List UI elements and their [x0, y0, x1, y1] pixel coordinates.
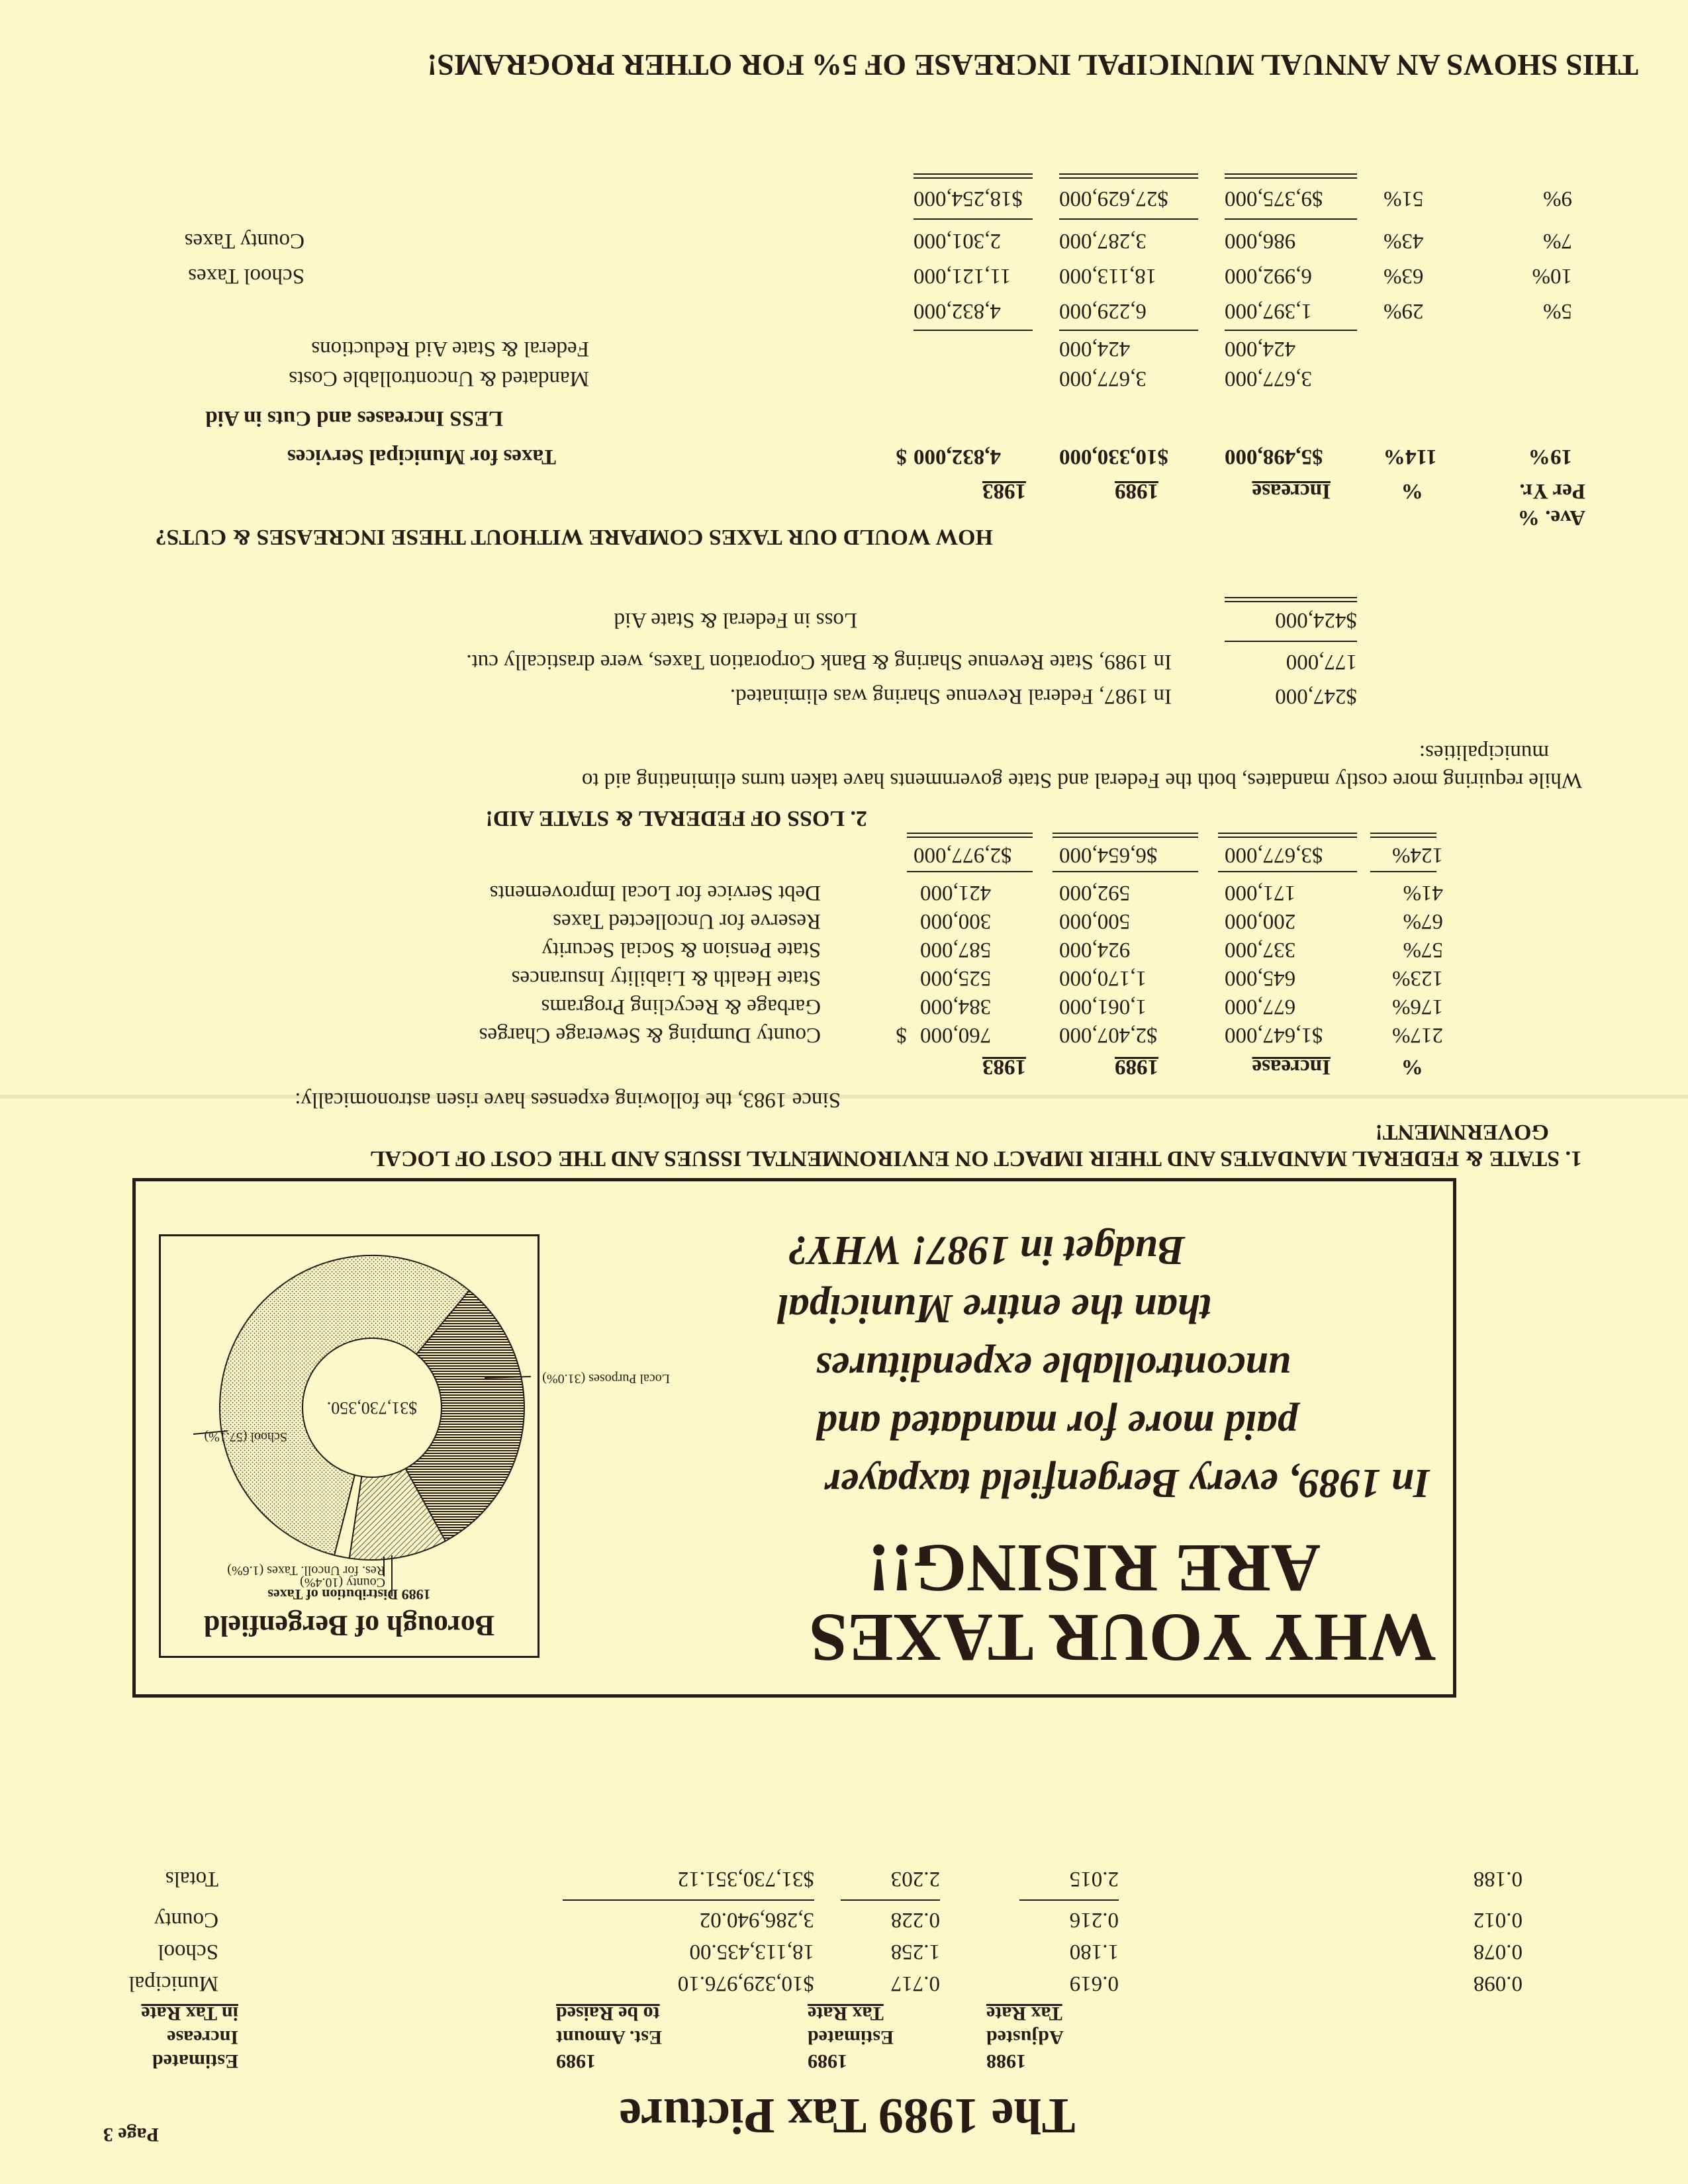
s3-row-increase: 1,397,000 [1225, 299, 1312, 323]
s1-total-pct: 124% [1392, 843, 1443, 867]
s1-row-1983: 384,000 [920, 995, 992, 1019]
table-rule [1370, 871, 1436, 872]
tax-row-label: County [154, 1908, 218, 1932]
s3-col-increase: Increase [1252, 479, 1331, 503]
tax-row-increase: 0.012 [1473, 1908, 1523, 1932]
table-rule [1370, 833, 1436, 834]
col-head-line: in Tax Rate [141, 2003, 238, 2025]
s1-col-1983: 1983 [982, 1055, 1026, 1079]
table-rule [1218, 871, 1357, 872]
s2-loss-amount: $424,000 [1275, 608, 1357, 632]
tax-row-amount: $31,730,351.12 [677, 1867, 814, 1891]
table-rule [1225, 597, 1357, 598]
col-head-increase [73, 2001, 238, 2073]
s3-muni-1989: $10,330,000 [1059, 445, 1168, 469]
s1-row-pct: 176% [1392, 995, 1443, 1019]
s3-row-pct: 29% [1383, 299, 1424, 323]
s3-less-row-label: Mandated & Uncontrollable Costs [289, 367, 589, 390]
section1-heading [60, 1118, 1582, 1171]
table-rule [1225, 641, 1357, 642]
donut-chart [157, 1232, 538, 1656]
s1-row-pct: 57% [1403, 938, 1443, 962]
paper-fold-line [0, 1095, 1688, 1099]
tax-row-rate-1989: 1.258 [890, 1940, 940, 1964]
tax-row-rate-1989: 0.717 [890, 1972, 940, 1995]
s3-row-increase: 6,992,000 [1225, 264, 1312, 288]
table-rule [914, 218, 1033, 220]
table-rule [1225, 173, 1357, 175]
table-rule [1225, 601, 1357, 602]
table-rule [1218, 833, 1357, 834]
col-head-line: Estimated [152, 2050, 238, 2072]
s1-row-1989: 500,000 [1059, 909, 1131, 933]
s3-row-1983: 11,121,000 [914, 264, 1011, 288]
s2-row-amount: $247,000 [1275, 684, 1357, 708]
s2-loss-label: Loss in Federal & State Aid [614, 608, 857, 632]
s1-row-1983: 421,000 [920, 881, 992, 905]
s3-muni-ave: 19% [1528, 445, 1572, 469]
s2-row-text: In 1989, State Revenue Sharing & Bank Corporation Taxes, were drastically cut. [466, 650, 1172, 674]
section1-heading-line: 1. STATE & FEDERAL MANDATES AND THEIR IMPACT ON ENVIRONMENTAL ISSUES AND THE COST OF LOCAL [369, 1146, 1582, 1171]
tax-row-amount: 18,113,435.00 [689, 1940, 814, 1964]
s1-total-1989: $6,654,000 [1059, 843, 1158, 867]
s2-row-text: In 1987, Federal Revenue Sharing was eliminated. [729, 684, 1172, 708]
s3-row-ave: 5% [1543, 299, 1572, 323]
s1-row-pct: 41% [1403, 881, 1443, 905]
s1-row-label: Debt Service for Local Improvements [489, 881, 821, 905]
s3-muni-1983: 4,832,000 [914, 445, 1001, 469]
tax-distribution-chart-box [159, 1234, 670, 1658]
headline-line-2: ARE RISING!! [867, 1530, 1321, 1606]
headline-subtext-line: paid more for mandated and [816, 1402, 1297, 1447]
s3-col-1983: 1983 [982, 479, 1026, 503]
s1-row-label: County Dumping & Sewerage Charges [479, 1023, 821, 1047]
s3-col-pct: % [1401, 479, 1423, 503]
s1-row-increase: $1,647,000 [1225, 1023, 1323, 1047]
table-rule [1218, 837, 1357, 838]
s1-row-1989: 1,170,000 [1059, 966, 1147, 990]
table-rule [1225, 330, 1357, 331]
table-rule [1053, 833, 1198, 834]
s1-row-1983: 525,000 [920, 966, 992, 990]
s3-muni-label: Taxes for Municipal Services [287, 445, 556, 469]
headline-subtext [549, 1221, 1430, 1512]
s1-row-1983: 587,000 [920, 938, 992, 962]
table-rule [1370, 837, 1436, 838]
tax-row-rate-1988: 0.216 [1069, 1908, 1119, 1932]
headline-line-1: WHY YOUR TAXES [809, 1600, 1436, 1676]
footer-message: THIS SHOWS AN ANNUAL MUNICIPAL INCREASE OF 5% FOR OTHER PROGRAMS! [427, 48, 1638, 82]
s3-row-increase: $9,375,000 [1225, 187, 1323, 210]
s3-row-1989: 3,287,000 [1059, 229, 1147, 253]
section2-intro [60, 739, 1582, 794]
tax-row-amount: 3,286,940.02 [699, 1908, 814, 1932]
tax-row-rate-1989: 2.203 [890, 1867, 940, 1891]
s3-less-increase: 424,000 [1225, 337, 1296, 361]
s1-row-increase: 677,000 [1225, 995, 1296, 1019]
s1-row-dollar: $ [896, 1023, 907, 1047]
s3-muni-pct: 114% [1383, 445, 1437, 469]
headline-box [132, 1178, 1456, 1698]
col-head-est-rate [808, 2001, 940, 2073]
s3-less-row-label: Federal & State Aid Reductions [311, 337, 589, 361]
s1-col-increase: Increase [1252, 1055, 1331, 1079]
table-rule [907, 833, 1033, 834]
tax-row-label: School [158, 1940, 218, 1964]
tax-row-increase: 0.188 [1473, 1867, 1523, 1891]
s1-row-pct: 123% [1392, 966, 1443, 990]
s1-row-increase: 171,000 [1225, 881, 1296, 905]
section1-heading-line: GOVERNMENT! [1375, 1120, 1549, 1144]
section3-heading: HOW WOULD OUR TAXES COMPARE WITHOUT THESE INCREASES & CUTS? [155, 525, 993, 549]
col-head-line: to be Raised [556, 2003, 660, 2025]
s1-row-increase: 337,000 [1225, 938, 1296, 962]
table-rule [563, 1899, 814, 1901]
table-rule [914, 330, 1033, 331]
section2-intro-line: While requiring more costly mandates, both the Federal and State governments have taken turns eliminating aid to [581, 768, 1582, 792]
s3-col-1989: 1989 [1115, 479, 1158, 503]
table-rule [914, 173, 1033, 175]
headline-subtext-line: Budget in 1987! WHY? [787, 1228, 1185, 1273]
table-rule [1053, 871, 1198, 872]
s3-row-1989: $27,629,000 [1059, 187, 1168, 210]
label-county: County (10.4%) [300, 1575, 385, 1590]
s3-row-1989: 6,229,000 [1059, 299, 1147, 323]
col-head-line: Adjusted [986, 2026, 1064, 2048]
s3-row-pct: 51% [1383, 187, 1424, 210]
s1-row-pct: 217% [1392, 1023, 1443, 1047]
page-number: Page 3 [103, 2124, 159, 2146]
col-head-line: Tax Rate [986, 2003, 1062, 2025]
table-rule [1019, 1899, 1119, 1901]
s3-row-1989: 18,113,000 [1059, 264, 1157, 288]
table-rule [914, 177, 1033, 179]
col-head-line: Increase [167, 2026, 238, 2048]
chart-subtitle: 1989 Distribution of Taxes [267, 1586, 431, 1603]
table-rule [1053, 837, 1198, 838]
table-rule [1059, 173, 1198, 175]
s1-total-1983: $2,977,000 [914, 843, 1012, 867]
label-local: Local Purposes (31.0%) [542, 1371, 670, 1386]
col-head-line: 1989 [556, 2050, 596, 2072]
col-head-amount [556, 2001, 814, 2073]
col-head-line: Est. Amount [556, 2026, 663, 2048]
tax-row-label: Totals [165, 1867, 218, 1891]
s1-row-pct: 67% [1403, 909, 1443, 933]
s3-less-label: LESS Increases and Cuts in Aid [205, 406, 503, 430]
s3-row-ave: 10% [1532, 264, 1572, 288]
tax-row-increase: 0.078 [1473, 1940, 1523, 1964]
table-rule [1225, 218, 1357, 220]
tax-row-rate-1988: 0.619 [1069, 1972, 1119, 1995]
s1-row-1989: 924,000 [1059, 938, 1131, 962]
col-head-line: Tax Rate [808, 2003, 884, 2025]
tax-row-rate-1988: 2.015 [1069, 1867, 1119, 1891]
table-rule [1059, 218, 1198, 220]
tax-row-rate-1989: 0.228 [890, 1908, 940, 1932]
tax-row-amount: $10,329,976.10 [677, 1972, 814, 1995]
headline-subtext-line: than the entire Municipal [776, 1286, 1211, 1331]
table-rule [1059, 330, 1198, 331]
s1-row-1989: 592,000 [1059, 881, 1131, 905]
s3-row-label: County Taxes [184, 229, 305, 253]
s1-row-label: State Health & Liability Insurances [511, 966, 821, 990]
s1-row-1983: 760,000 [920, 1023, 992, 1047]
table-rule [907, 837, 1033, 838]
tax-row-rate-1988: 1.180 [1069, 1940, 1119, 1964]
s3-row-1983: $18,254,000 [914, 187, 1023, 210]
s1-row-1989: $2,407,000 [1059, 1023, 1158, 1047]
table-rule [907, 871, 1033, 872]
chart-title: Borough of Bergenfield [203, 1610, 495, 1642]
s2-row-amount: 177,000 [1286, 650, 1357, 674]
s3-muni-dollar: $ [896, 445, 907, 469]
s3-col-ave-1: Ave. % [1517, 506, 1585, 529]
tax-picture-title: The 1989 Tax Picture [619, 2088, 1076, 2144]
table-rule [841, 1899, 940, 1901]
s3-row-ave: 7% [1543, 229, 1572, 253]
s1-row-1989: 1,061,000 [1059, 995, 1147, 1019]
s1-row-label: Garbage & Recycling Programs [541, 995, 821, 1019]
col-head-line: Estimated [808, 2026, 894, 2048]
s3-less-1989: 424,000 [1059, 337, 1131, 361]
donut-center-label: $31,730,350. [326, 1398, 418, 1418]
label-uncoll: Res. for Uncoll. Taxes (1.6%) [227, 1563, 385, 1578]
s1-col-pct: % [1401, 1055, 1423, 1079]
table-rule [1225, 177, 1357, 179]
s1-total-increase: $3,677,000 [1225, 843, 1323, 867]
tax-row-label: Municipal [128, 1972, 218, 1995]
section2-intro-line: municipalities: [1419, 741, 1549, 764]
s3-row-pct: 63% [1383, 264, 1424, 288]
s1-row-increase: 200,000 [1225, 909, 1296, 933]
s3-row-1983: 2,301,000 [914, 229, 1001, 253]
s3-row-ave: 9% [1543, 187, 1572, 210]
s3-col-ave-2: Per Yr. [1519, 479, 1585, 503]
headline-subtext-line: uncontrollable expenditures [815, 1344, 1291, 1389]
s1-row-1983: 300,000 [920, 909, 992, 933]
tax-row-increase: 0.098 [1473, 1972, 1523, 1995]
s3-less-increase: 3,677,000 [1225, 367, 1312, 390]
col-head-line: 1988 [986, 2050, 1026, 2072]
col-head-line: 1989 [808, 2050, 847, 2072]
s1-row-increase: 645,000 [1225, 966, 1296, 990]
s1-row-label: State Pension & Social Security [541, 938, 821, 962]
table-rule [1059, 177, 1198, 179]
s3-row-label: School Taxes [188, 264, 305, 288]
label-school: School (57.1%) [204, 1430, 287, 1444]
section2-heading: 2. LOSS OF FEDERAL & STATE AID! [485, 806, 867, 831]
s3-row-1983: 4,832,000 [914, 299, 1001, 323]
s3-less-1989: 3,677,000 [1059, 367, 1147, 390]
s1-col-1989: 1989 [1115, 1055, 1158, 1079]
s3-row-pct: 43% [1383, 229, 1424, 253]
s3-muni-increase: $5,498,000 [1225, 445, 1323, 469]
section1-intro: Since 1983, the following expenses have risen astronomically: [295, 1088, 841, 1112]
s1-row-label: Reserve for Uncollected Taxes [553, 909, 821, 933]
s3-row-increase: 986,000 [1225, 229, 1296, 253]
col-head-adj-rate [986, 2001, 1119, 2073]
headline-subtext-line: In 1989, every Bergenfield taxpayer [824, 1461, 1430, 1506]
